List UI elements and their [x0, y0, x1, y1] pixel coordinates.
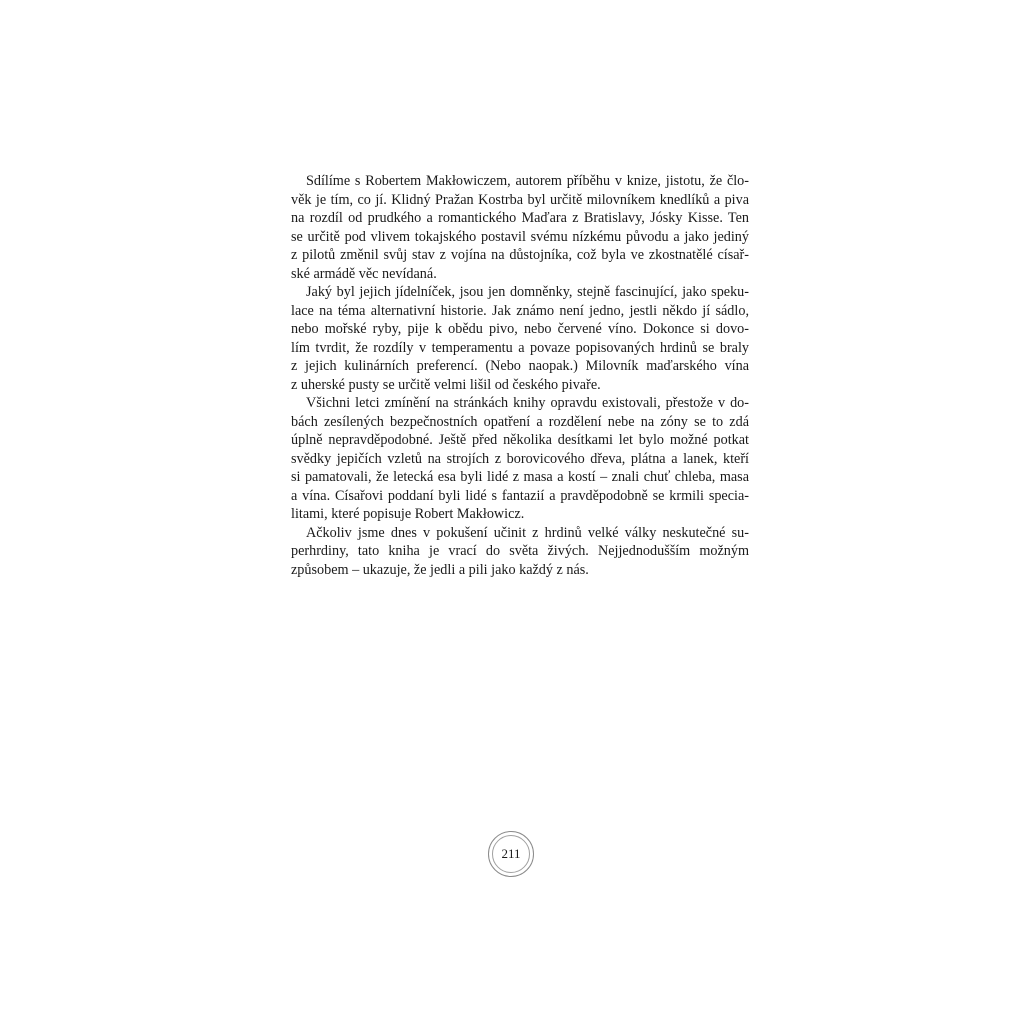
paragraph-1 [276, 172, 749, 283]
text-line: svědky jepičích vzletů na strojích z borovicového dřeva, plátna a lanek, kteří [291, 450, 749, 467]
paragraph-3 [276, 394, 749, 524]
text-line: z jejich kulinárních preferencí. (Nebo naopak.) Milovník maďarského vína [291, 358, 749, 374]
text-line: úplně nepravděpodobné. Ještě před několika desítkami let bylo možné potkat [291, 432, 749, 448]
body-text [276, 172, 749, 579]
text-line: na rozdíl od prudkého a romantického Maďara z Bratislavy, Jósky Kisse. Ten [291, 210, 749, 226]
page-number: 211 [501, 846, 521, 861]
text-line: perhrdiny, tato kniha je vrací do světa živých. Nejjednodušším možným [291, 543, 749, 559]
text-line: se určitě pod vlivem tokajského postavil svému nízkému původu a jako jediný [291, 228, 749, 245]
text-line: lím tvrdit, že rozdíly v temperamentu a povaze popisovaných hrdinů se braly [291, 339, 749, 356]
text-line: z uherské pusty se určitě velmi lišil od českého pivaře. [291, 376, 601, 393]
text-line: věk je tím, co jí. Klidný Pražan Kostrba byl určitě milovníkem knedlíků a piva [291, 191, 749, 208]
text-line: Všichni letci zmínění na stránkách knihy opravdu existovali, přestože v do- [306, 395, 749, 411]
text-line: Ačkoliv jsme dnes v pokušení učinit z hrdinů velké války neskutečné su- [306, 524, 749, 541]
text-line: nebo mořské ryby, pije k obědu pivo, nebo červené víno. Dokonce si dovo- [291, 321, 749, 337]
paragraph-4 [276, 524, 749, 580]
text-line: ské armádě věc nevídaná. [291, 265, 437, 282]
text-line: Jaký byl jejich jídelníček, jsou jen domněnky, stejně fascinující, jako speku- [306, 284, 749, 300]
text-line: si pamatovali, že letecká esa byli lidé z masa a kostí – znali chuť chleba, masa [291, 469, 749, 485]
paragraph-2 [276, 283, 749, 394]
text-line: a vína. Císařovi poddaní byli lidé s fantazií a pravděpodobně se krmili specia- [291, 487, 749, 504]
text-line: způsobem – ukazuje, že jedli a pili jako každý z nás. [291, 561, 589, 578]
text-line: lace na téma alternativní historie. Jak známo není jedno, jestli někdo jí sádlo, [291, 302, 749, 319]
text-line: bách zesílených bezpečnostních opatření a rozdělení nebe na zóny se to zdá [291, 413, 749, 430]
text-line: z pilotů změnil svůj stav z vojína na důstojníka, což byla ve zkostnatělé císař- [291, 247, 749, 263]
text-line: litami, které popisuje Robert Makłowicz. [291, 506, 525, 522]
text-line: Sdílíme s Robertem Makłowiczem, autorem příběhu v knize, jistotu, že člo- [306, 173, 749, 189]
page-number-badge [488, 831, 534, 877]
